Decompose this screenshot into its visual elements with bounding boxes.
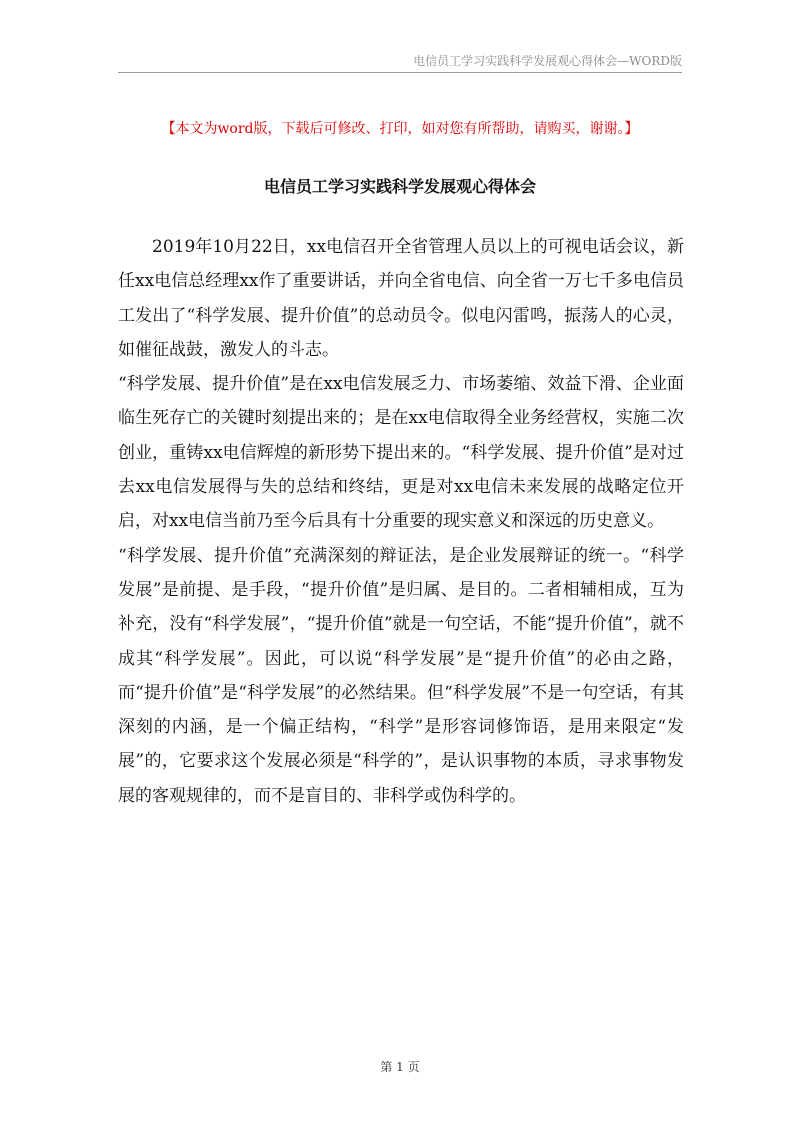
- page-number: 第 1 页: [380, 1060, 420, 1074]
- purchase-notice: 【本文为word版，下载后可修改、打印，如对您有所帮助，请购买，谢谢。】: [161, 121, 639, 137]
- paragraph-2: “科学发展、提升价值”是在xx电信发展乏力、市场萎缩、效益下滑、企业面临生死存亡的关键时刻提出来的；是在xx电信取得全业务经营权，实施二次创业，重铸xx电信辉煌的新形势下提出来的。“科学发展、提升价值”是对过去xx电信发展得与失的总结和终结，更是对xx电信未来发展的战略定位开启，对xx电信当前乃至今后具有十分重要的现实意义和深远的历史意义。: [118, 374, 684, 532]
- document-title: 电信员工学习实践科学发展观心得体会: [263, 177, 536, 196]
- document-body: [118, 230, 684, 813]
- paragraph-1: 2019年10月22日，xx电信召开全省管理人员以上的可视电话会议，新任xx电信总经理xx作了重要讲话，并向全省电信、向全省一万七千多电信员工发出了“科学发展、提升价值”的总动员令。似电闪雷鸣，振荡人的心灵，如催征战鼓，激发人的斗志。: [118, 237, 684, 360]
- paragraph-3: “科学发展、提升价值”充满深刻的辩证法，是企业发展辩证的统一。“科学发展”是前提、是手段，“提升价值”是归属、是目的。二者相辅相成，互为补充，没有“科学发展”，“提升价值”就是一句空话，不能“提升价值”，就不成其“科学发展”。因此，可以说“科学发展”是“提升价值”的必由之路，而“提升价值”是“科学发展”的必然结果。但“科学发展”不是一句空话，有其深刻的内涵，是一个偏正结构，“科学”是形容词修饰语，是用来限定“发展”的，它要求这个发展必须是“科学的”，是认识事物的本质，寻求事物发展的客观规律的，而不是盲目的、非科学或伪科学的。: [118, 545, 684, 806]
- page-header: [118, 48, 682, 73]
- header-title: 电信员工学习实践科学发展观心得体会—WORD版: [413, 54, 682, 68]
